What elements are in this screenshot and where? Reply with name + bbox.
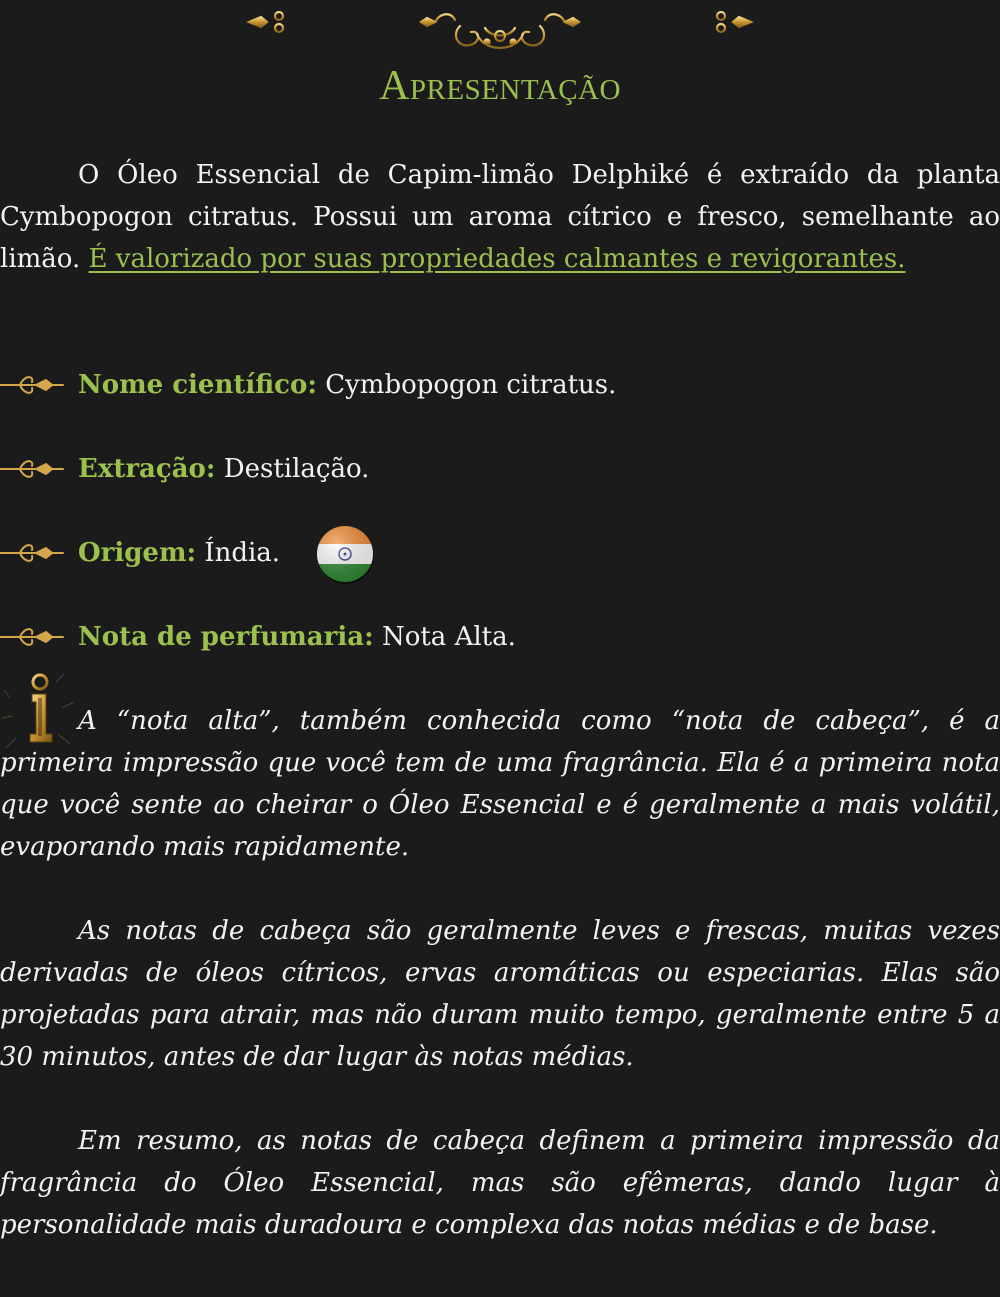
property-text xyxy=(78,448,369,490)
gold-flourish-arrow-icon xyxy=(0,624,64,650)
property-text xyxy=(78,364,616,406)
note-paragraph-1: A “nota alta”, também conhecida como “nota de cabeça”, é a primeira impressão que você tem de uma fragrância. Ela é a primeira nota que você sente ao cheirar o Óleo Essencial e é geralmente a mais volátil, evaporando mais rapidamente. xyxy=(0,706,1000,862)
note-paragraph-2: As notas de cabeça são geralmente leves e frescas, muitas vezes derivadas de óleos cítricos, ervas aromáticas ou especiarias. Elas são projetadas para atrair, mas não duram muito tempo, geralmente entre 5 a 30 minutos, antes de dar lugar às notas médias. xyxy=(0,916,1000,1072)
property-value: Destilação. xyxy=(215,454,370,484)
property-extraction xyxy=(0,448,1000,490)
property-text xyxy=(78,532,280,574)
property-text xyxy=(78,616,516,658)
ornament-divider-icon xyxy=(245,6,755,56)
gold-flourish-arrow-icon xyxy=(0,540,64,566)
section-title: Apresentação xyxy=(379,63,621,109)
property-label: Origem: xyxy=(78,538,197,568)
intro-highlight-link[interactable]: É valorizado por suas propriedades calmantes e revigorantes. xyxy=(88,244,906,274)
property-scientific-name xyxy=(0,364,1000,406)
india-flag-icon xyxy=(315,524,375,584)
property-label: Nota de perfumaria: xyxy=(78,622,374,652)
property-origin xyxy=(0,532,1000,574)
gold-flourish-arrow-icon xyxy=(0,372,64,398)
property-perfume-note xyxy=(0,616,1000,658)
property-label: Extração: xyxy=(78,454,216,484)
intro-paragraph xyxy=(0,154,1000,280)
property-value: Índia. xyxy=(196,538,281,568)
intro-text: O Óleo Essencial de Capim-limão Delphiké é extraído da planta Cymbopogon citratus. Possui um aroma cítrico e fresco, semelhante ao limão. xyxy=(0,160,1000,274)
property-label: Nome científico: xyxy=(78,370,317,400)
property-value: Nota Alta. xyxy=(373,622,516,652)
note-paragraph-3: Em resumo, as notas de cabeça definem a primeira impressão da fragrância do Óleo Essencial, mas são efêmeras, dando lugar à personalidade mais duradoura e complexa das notas médias e de base. xyxy=(0,1126,1000,1240)
gold-flourish-arrow-icon xyxy=(0,456,64,482)
property-value: Cymbopogon citratus. xyxy=(316,370,617,400)
